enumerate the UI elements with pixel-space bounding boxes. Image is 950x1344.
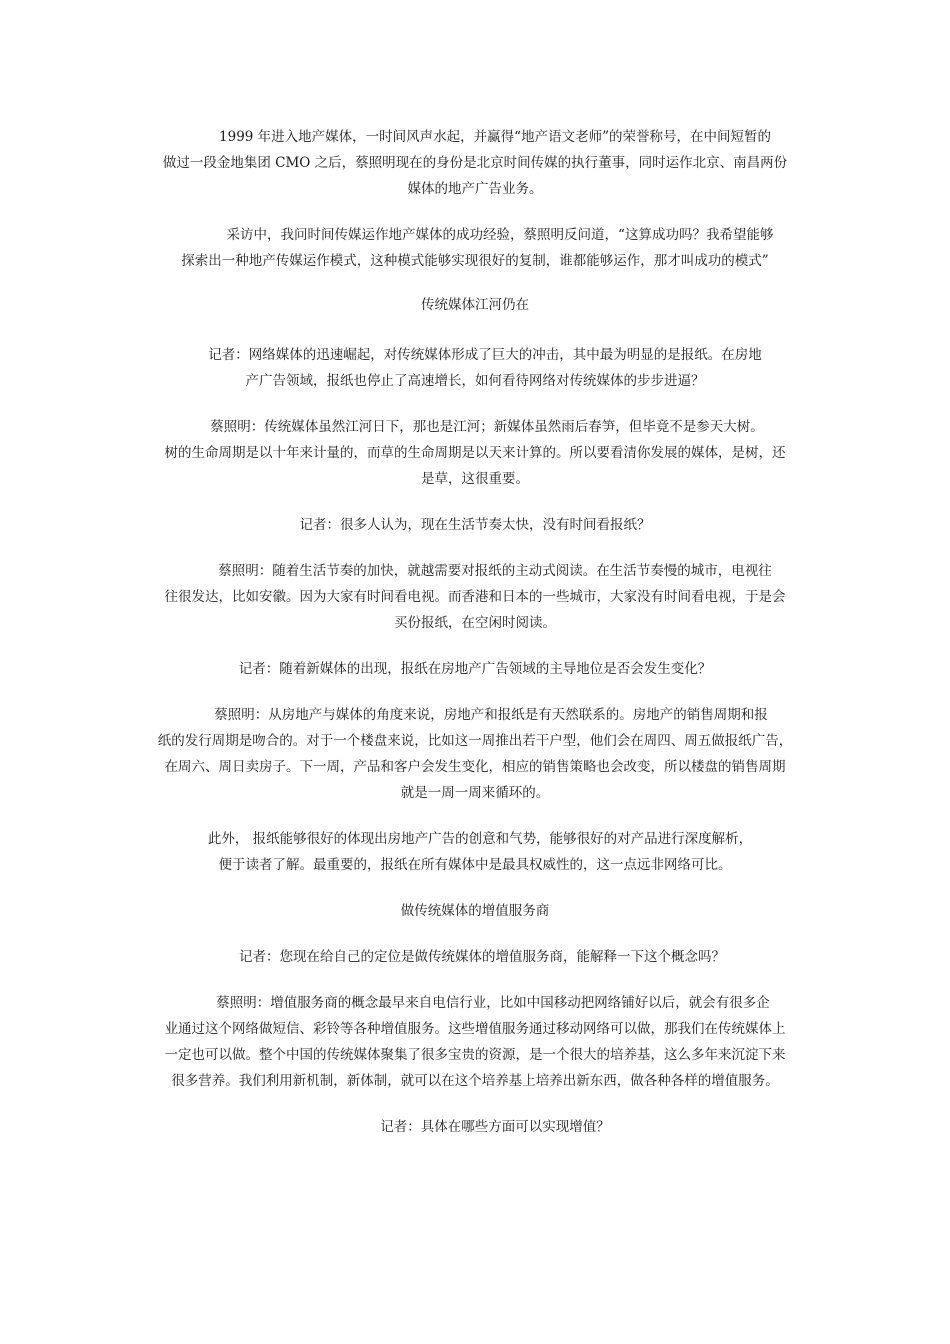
answer-paragraph xyxy=(140,558,810,636)
intro-paragraph xyxy=(140,124,810,202)
answer-paragraph xyxy=(140,414,810,492)
text-line: 纸的发行周期是吻合的。对于一个楼盘来说，比如这一周推出若干户型，他们会在周四、周五做报纸广告， xyxy=(157,733,793,749)
answer-paragraph xyxy=(140,826,810,878)
text-line: 就是一周一周来循环的。 xyxy=(400,785,550,801)
text-line: 很多营养。我们利用新机制，新体制，就可以在这个培养基上培养出新东西，做各种各样的增值服务。 xyxy=(171,1073,779,1089)
question-paragraph xyxy=(140,342,810,394)
text-line: 是草，这很重要。 xyxy=(421,471,529,487)
text-line: 蔡照明：随着生活节奏的加快，就越需要对报纸的主动式阅读。在生活节奏慢的城市，电视往 xyxy=(218,563,772,579)
text-line: 记者：您现在给自己的定位是做传统媒体的增值服务商，能解释一下这个概念吗？ xyxy=(239,949,725,965)
text-line: 在周六、周日卖房子。下一周，产品和客户会发生变化，相应的销售策略也会改变，所以楼盘的销售周期 xyxy=(164,759,786,775)
question-paragraph xyxy=(140,944,810,970)
text-line: 往很发达，比如安徽。因为大家有时间看电视。而香港和日本的一些城市，大家没有时间看电视，于是会 xyxy=(164,589,786,605)
text-line: 蔡照明：从房地产与媒体的角度来说，房地产和报纸是有天然联系的。房地产的销售周期和报 xyxy=(214,707,768,723)
text-line: 蔡照明：传统媒体虽然江河日下，那也是江河；新媒体虽然雨后春笋，但毕竟不是参天大树。 xyxy=(210,419,764,435)
text-line: 记者：具体在哪些方面可以实现增值？ xyxy=(380,1119,610,1135)
text-line: 1999 年进入地产媒体，一时间风声水起，并赢得“地产语文老师”的荣誉称号，在中间短暂的 xyxy=(219,129,771,145)
text-line: 蔡照明：增值服务商的概念最早来自电信行业，比如中国移动把网络铺好以后，就会有很多企 xyxy=(216,995,770,1011)
section-heading: 做传统媒体的增值服务商 xyxy=(400,903,550,919)
text-line: 采访中，我问时间传媒运作地产媒体的成功经验，蔡照明反问道，“这算成功吗？我希望能够 xyxy=(226,227,774,243)
article-body xyxy=(140,124,810,1158)
answer-paragraph xyxy=(140,702,810,806)
text-line: 媒体的地产广告业务。 xyxy=(407,181,543,197)
question-paragraph xyxy=(140,656,810,682)
text-line: 产广告领域，报纸也停止了高速增长，如何看待网络对传统媒体的步步进逼？ xyxy=(245,373,705,389)
text-line: 一定也可以做。整个中国的传统媒体聚集了很多宝贵的资源，是一个很大的培养基，这么多年来沉淀下来 xyxy=(164,1047,786,1063)
text-line: 业通过这个网络做短信、彩铃等各种增值服务。这些增值服务通过移动网络可以做，那我们在传统媒体上 xyxy=(164,1021,786,1037)
text-line: 做过一段金地集团 CMO 之后，蔡照明现在的身份是北京时间传媒的执行董事，同时运作北京、南昌两份 xyxy=(162,155,788,171)
question-paragraph xyxy=(140,1114,810,1140)
intro-paragraph xyxy=(140,222,810,274)
answer-paragraph xyxy=(140,990,810,1094)
text-line: 买份报纸，在空闲时阅读。 xyxy=(394,615,556,631)
text-line: 树的生命周期是以十年来计量的，而草的生命周期是以天来计算的。所以要看清你发展的媒体，是树，还 xyxy=(164,445,786,461)
text-line: 此外， 报纸能够很好的体现出房地产广告的创意和气势，能够很好的对产品进行深度解析， xyxy=(207,831,753,847)
text-line: 记者：随着新媒体的出现，报纸在房地产广告领域的主导地位是否会发生变化？ xyxy=(238,661,712,677)
question-paragraph xyxy=(140,512,810,538)
text-line: 记者：网络媒体的迅速崛起，对传统媒体形成了巨大的冲击，其中最为明显的是报纸。在房地 xyxy=(208,347,762,363)
text-line: 便于读者了解。最重要的，报纸在所有媒体中是最具权威性的，这一点远非网络可比。 xyxy=(218,857,732,873)
section-heading: 传统媒体江河仍在 xyxy=(421,297,529,313)
text-line: 记者：很多人认为，现在生活节奏太快，没有时间看报纸？ xyxy=(299,517,651,533)
text-line: 探索出一种地产传媒运作模式，这种模式能够实现很好的复制，谁都能够运作，那才叫成功的模式” xyxy=(181,253,769,269)
